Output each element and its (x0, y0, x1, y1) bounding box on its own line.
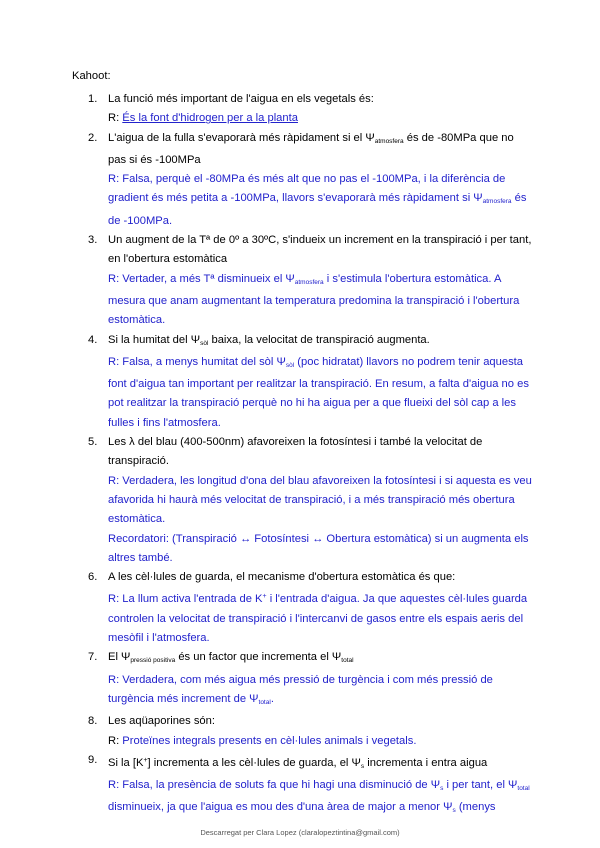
item-number: 7. (88, 651, 98, 664)
answer-text: R: Falsa, a menys humitat del sòl $\Psi_{sòl}$ (poc hidratat) llavors no podrem tenir aquesta font d'aigua tan important per realitzar la transpiració. En resum, a falta d'aigua no es pot realitzar la transpiració perquè no hi ha aigua per a que flueixi del sòl cap a les fulles i fins l'atmosfera. (108, 355, 529, 429)
list-item (72, 751, 532, 821)
question-text: Si la [K+] incrementa a les cèl·lules de guarda, el $\Psi_s$ incrementa i entra aigua (108, 756, 488, 770)
question-text: Si la humitat del $\Psi_{sòl}$ baixa, la velocitat de transpiració augmenta. (108, 333, 430, 347)
item-number: 4. (88, 333, 98, 346)
question-text: La funció més important de l'aigua en els vegetals és: (108, 93, 374, 105)
list-item (72, 231, 532, 330)
download-footer: Descarregat per Clara Lopez (claralopeztintina@gmail.com) (200, 828, 400, 837)
list-item (72, 568, 532, 648)
item-number: 8. (88, 715, 98, 728)
list-item (72, 331, 532, 433)
item-number: 3. (88, 234, 98, 247)
question-text: Les aqüaporines són: (108, 715, 215, 728)
list-item (72, 648, 532, 712)
answer-prefix: R: (108, 734, 123, 747)
answer-prefix: R: (108, 112, 123, 125)
answer-text: R: Verdadera, com més aigua més pressió de turgència i com més pressió de turgència més increment de $\Psi_{total}$. (108, 673, 493, 706)
question-text: Les λ del blau (400-500nm) afavoreixen la fotosíntesi i també la velocitat de transpiració. (108, 436, 483, 468)
item-number: 6. (88, 571, 98, 584)
list-item (72, 129, 532, 231)
answer-text: Proteïnes integrals presents en cèl·lules animals i vegetals. (122, 734, 417, 747)
answer-text: R: Falsa, la presència de soluts fa que hi hagi una disminució de $\Psi_s$ i per tant, el $\Psi_{total}$ disminueix, ja que l'aigua es mou des d'una àrea de major a menor $\Psi_s$ (menys (108, 779, 530, 815)
answer-text: R: Vertader, a més Tª disminueix el $\Psi_{atmosfera}$ i s'estimula l'obertura estomàtica. A mesura que anam augmentant la temperatura predomina la transpiració i l'obertura estomàtica. (108, 272, 520, 327)
item-number: 5. (88, 436, 98, 449)
question-text: Un augment de la Tª de 0º a 30ºC, s'indueix un increment en la transpiració i per tant, en l'obertura estomàtica (108, 234, 532, 266)
item-number: 9. (88, 753, 98, 766)
reminder-note: Recordatori: (Transpiració ↔ Fotosíntesi ↔ Obertura estomàtica) si un augmenta els altres també. (108, 532, 529, 564)
answer-text: R: La llum activa l'entrada de K+ i l'entrada d'aigua. Ja que aquestes cèl·lules guarda controlen la velocitat de transpiració i l'intercanvi de gasos entre els espais aeris del mesòfil i l'atmosfera. (108, 593, 528, 645)
question-text: L'aigua de la fulla s'evaporarà més ràpidament si el $\Psi_{atmosfera}$ és de -80MPa que no pas si és -100MPa (108, 131, 514, 166)
answer-text: És la font d'hidrogen per a la planta (122, 112, 298, 125)
page-title: Kahoot: (72, 70, 111, 82)
answer-text: R: Falsa, perquè el -80MPa és més alt que no pas el -100MPa, i la diferència de gradient és més petita a -100MPa, llavors s'evaporarà més ràpidament si $\Psi_{atmosfera}$ és de -100MPa. (108, 173, 527, 227)
question-text: El $\Psi_{pressió positiva}$ és un factor que incrementa el $\Psi_{total}$ (108, 651, 354, 665)
list-item (72, 433, 532, 568)
list-item (72, 712, 532, 751)
item-number: 2. (88, 131, 98, 144)
question-text: A les cèl·lules de guarda, el mecanisme d'obertura estomàtica és que: (108, 571, 456, 584)
list-item (72, 90, 532, 129)
item-number: 1. (88, 93, 98, 105)
answer-text: R: Verdadera, les longitud d'ona del blau afavoreixen la fotosíntesi i si aquesta es veu afavorida hi haurà més velocitat de transpiració, i a més transpiració més obertura estomàtica. (108, 474, 532, 526)
question-list (72, 90, 532, 821)
